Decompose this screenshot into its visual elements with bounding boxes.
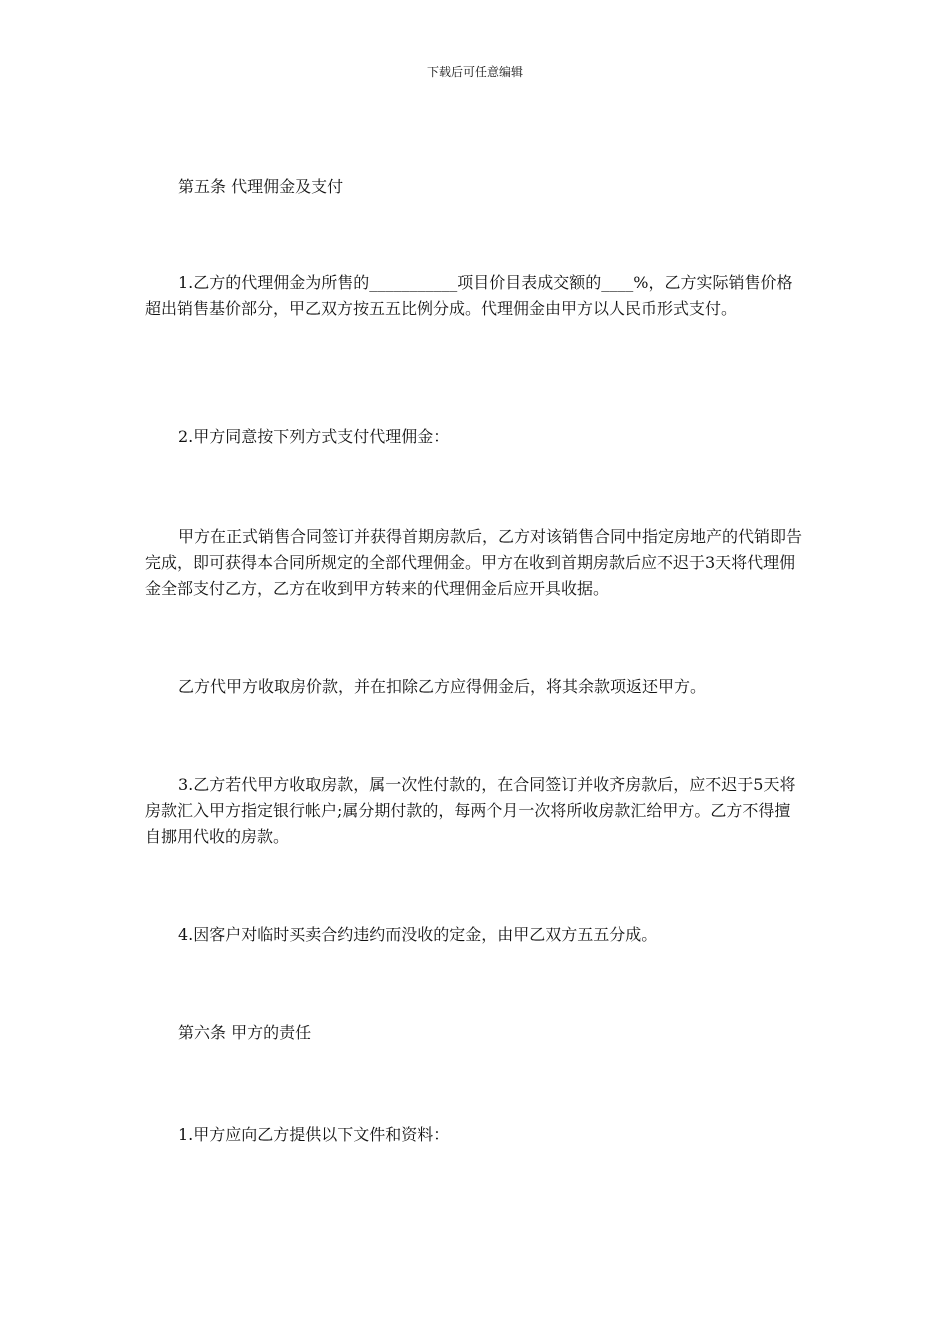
page-header: 下载后可任意编辑 (426, 65, 523, 79)
clause-6-1: 1.甲方应向乙方提供以下文件和资料： (178, 1125, 450, 1144)
clause-5-2-detail: 甲方在正式销售合同签订并获得首期房款后，乙方对该销售合同中指定房地产的代销即告完成，即可获得本合同所规定的全部代理佣金。甲方在收到首期房款后应不迟于3天将代理佣金全部支付乙方，乙方在收到甲方转来的代理佣金后应开具收据。 (145, 527, 803, 598)
clause-5-2-collection: 乙方代甲方收取房价款，并在扣除乙方应得佣金后，将其余款项返还甲方。 (178, 677, 707, 696)
clause-5-4: 4.因客户对临时买卖合约违约而没收的定金，由甲乙双方五五分成。 (178, 925, 658, 944)
clause-5-3: 3.乙方若代甲方收取房款，属一次性付款的，在合同签订并收齐房款后，应不迟于5天将房款汇入甲方指定银行帐户;属分期付款的，每两个月一次将所收房款汇给甲方。乙方不得擅自挪用代收的房款。 (145, 775, 796, 846)
article-5-heading: 第五条 代理佣金及支付 (178, 177, 344, 196)
article-6-heading: 第六条 甲方的责任 (178, 1023, 312, 1042)
clause-5-2: 2.甲方同意按下列方式支付代理佣金： (178, 427, 450, 446)
clause-5-1: 1.乙方的代理佣金为所售的___________项目价目表成交额的____%，乙方实际销售价格超出销售基价部分，甲乙双方按五五比例分成。代理佣金由甲方以人民币形式支付。 (145, 273, 793, 318)
